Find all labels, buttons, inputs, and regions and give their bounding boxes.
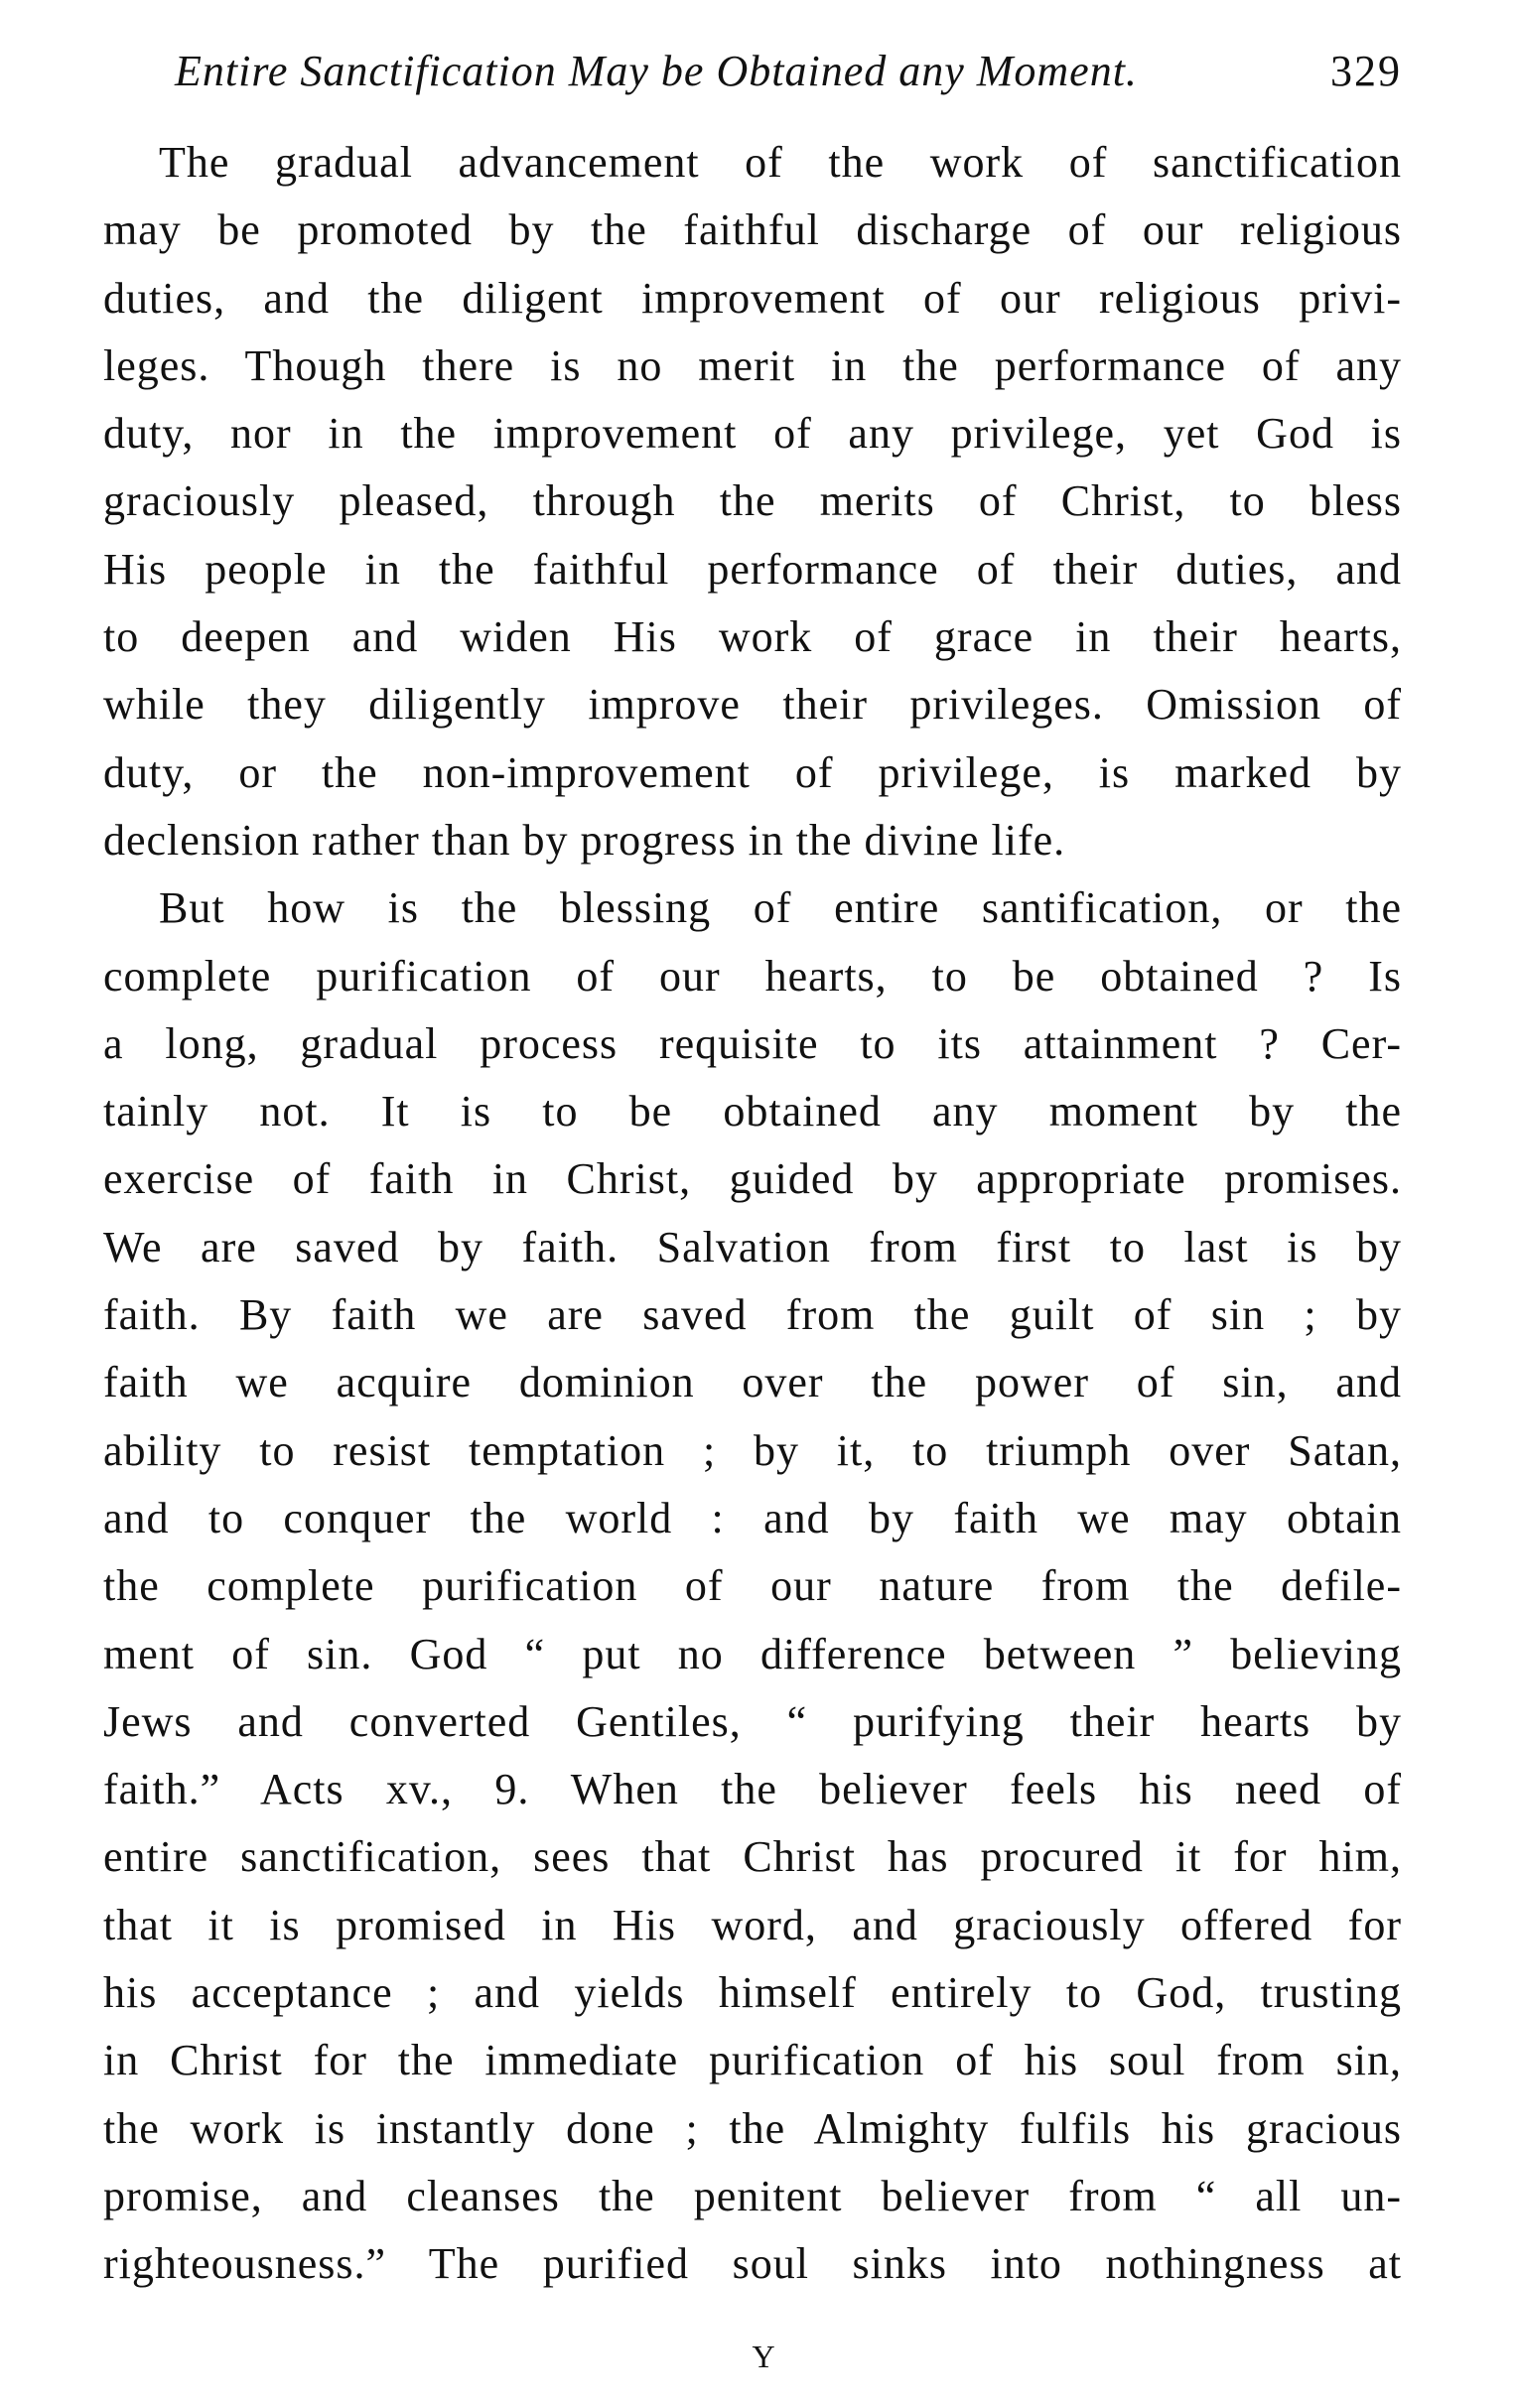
text-line: faith we acquire dominion over the power of sin, and xyxy=(103,1358,1402,1407)
signature-mark: Y xyxy=(752,2339,777,2374)
text-line: righteousness.” The purified soul sinks into nothingness at xyxy=(103,2239,1402,2289)
paragraph-2 xyxy=(103,874,1402,2298)
text-line: duty, or the non-improvement of privilege, is marked by xyxy=(103,747,1402,797)
text-line: promise, and cleanses the penitent believer from “ all un- xyxy=(103,2171,1402,2220)
text-line: his acceptance ; and yields himself entirely to God, trusting xyxy=(103,1968,1402,2018)
text-line: faith. By faith we are saved from the guilt of sin ; by xyxy=(103,1290,1402,1340)
text-line: the work is instantly done ; the Almighty fulfils his gracious xyxy=(103,2103,1402,2153)
text-line: entire sanctification, sees that Christ has procured it for him, xyxy=(103,1832,1402,1882)
text-line: ment of sin. God “ put no difference between ” believing xyxy=(103,1629,1402,1678)
text-line: tainly not. It is to be obtained any moment by the xyxy=(103,1087,1402,1137)
text-line: Jews and converted Gentiles, “ purifying their hearts by xyxy=(103,1696,1402,1746)
text-line: the complete purification of our nature from the defile- xyxy=(103,1561,1402,1611)
running-title: Entire Sanctification May be Obtained any Moment. xyxy=(175,47,1138,95)
text-line: duty, nor in the improvement of any privilege, yet God is xyxy=(103,409,1402,459)
text-line: But how is the blessing of entire santification, or the xyxy=(159,883,1402,933)
text-line: declension rather than by progress in the divine life. xyxy=(103,815,1066,865)
text-line: and to conquer the world : and by faith we may obtain xyxy=(103,1493,1402,1542)
text-line: graciously pleased, through the merits of Christ, to bless xyxy=(103,476,1402,526)
text-line: to deepen and widen His work of grace in their hearts, xyxy=(103,612,1402,662)
text-line: that it is promised in His word, and graciously offered for xyxy=(103,1900,1402,1949)
text-line: leges. Though there is no merit in the performance of any xyxy=(103,340,1402,390)
page-header xyxy=(175,36,1402,107)
paragraph-1 xyxy=(103,129,1402,874)
text-line: in Christ for the immediate purification of his soul from sin, xyxy=(103,2036,1402,2085)
text-line: complete purification of our hearts, to be obtained ? Is xyxy=(103,951,1402,1001)
text-line: We are saved by faith. Salvation from first to last is by xyxy=(103,1222,1402,1271)
page-number: 329 xyxy=(1330,47,1402,95)
text-line: faith.” Acts xv., 9. When the believer feels his need of xyxy=(103,1765,1402,1814)
text-line: exercise of faith in Christ, guided by appropriate promises. xyxy=(103,1154,1402,1204)
text-line: The gradual advancement of the work of sanctification xyxy=(159,138,1402,187)
text-line: a long, gradual process requisite to its attainment ? Cer- xyxy=(103,1018,1402,1068)
text-line: while they diligently improve their privileges. Omission of xyxy=(103,680,1402,730)
text-line: His people in the faithful performance of their duties, and xyxy=(103,544,1402,594)
text-line: duties, and the diligent improvement of our religious privi- xyxy=(103,273,1402,323)
text-line: ability to resist temptation ; by it, to triumph over Satan, xyxy=(103,1425,1402,1475)
body-text xyxy=(103,129,1402,2299)
text-line: may be promoted by the faithful discharge of our religious xyxy=(103,205,1402,255)
